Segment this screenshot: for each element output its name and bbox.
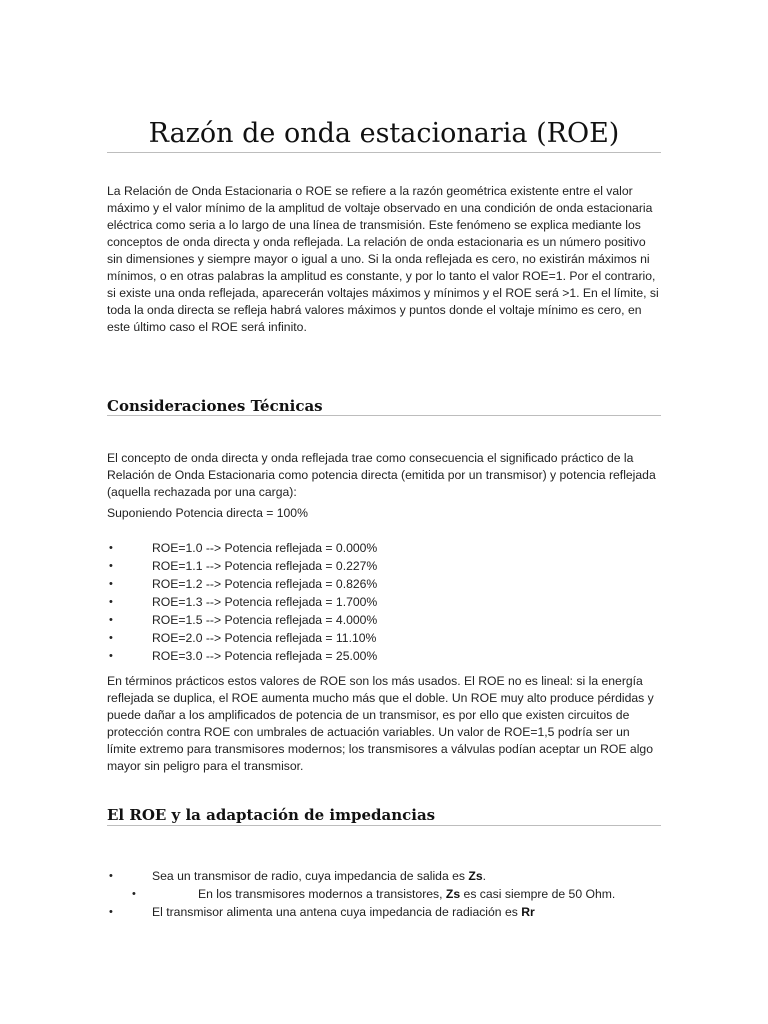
list-item-text — [152, 867, 486, 885]
item-text-part: Sea un transmisor de radio, cuya impedancia de salida es — [152, 869, 469, 883]
bullet-icon: • — [109, 870, 113, 882]
list-item — [107, 867, 661, 885]
technical-paragraph: El concepto de onda directa y onda reflejada trae como consecuencia el significado práctico de la Relación de Onda Estacionaria como potencia directa (emitida por un transmisor) y potencia reflejada (aquella rechazada por una carga): — [107, 451, 656, 499]
list-item — [107, 557, 661, 575]
list-item — [107, 593, 661, 611]
title-divider — [107, 152, 661, 153]
bullet-icon: • — [109, 560, 113, 572]
bullet-icon: • — [109, 650, 113, 662]
item-text-part: es casi siempre de 50 Ohm. — [460, 887, 616, 901]
list-item — [107, 629, 661, 647]
list-item-text: ROE=3.0 --> Potencia reflejada = 25.00% — [152, 649, 378, 663]
list-item-text — [152, 903, 535, 921]
list-item-text: ROE=1.3 --> Potencia reflejada = 1.700% — [152, 595, 378, 609]
list-item-text: ROE=2.0 --> Potencia reflejada = 11.10% — [152, 631, 377, 645]
list-item — [107, 611, 661, 629]
section-heading-technical: Consideraciones Técnicas — [107, 397, 323, 415]
bullet-icon: • — [109, 542, 113, 554]
list-item-text: ROE=1.2 --> Potencia reflejada = 0.826% — [152, 577, 378, 591]
item-text-part: . — [482, 869, 487, 883]
list-item — [107, 647, 661, 665]
impedance-symbol: Rr — [521, 905, 535, 919]
section-divider-impedance — [107, 825, 661, 826]
list-item-text: ROE=1.0 --> Potencia reflejada = 0.000% — [152, 541, 378, 555]
list-item — [107, 903, 661, 921]
bullet-icon: • — [109, 632, 113, 644]
page-title: Razón de onda estacionaria (ROE) — [148, 118, 620, 149]
list-subitem — [107, 885, 661, 903]
list-item-text — [198, 885, 615, 903]
item-text-part: En los transmisores modernos a transistores, — [198, 887, 446, 901]
bullet-icon: • — [109, 578, 113, 590]
bullet-icon: • — [109, 596, 113, 608]
bullet-icon: • — [132, 888, 136, 900]
impedance-symbol: Zs — [468, 869, 483, 883]
item-text-part: El transmisor alimenta una antena cuya impedancia de radiación es — [152, 905, 522, 919]
bullet-icon: • — [109, 906, 113, 918]
list-item-text: ROE=1.1 --> Potencia reflejada = 0.227% — [152, 559, 378, 573]
practical-paragraph: En términos prácticos estos valores de ROE son los más usados. El ROE no es lineal: si la energía reflejada se duplica, el ROE aumenta mucho más que el doble. Un ROE muy alto produce pérdidas y puede dañar a los amplificados de potencia de un transmisor, es por ello que existen circuitos de protección contra ROE con umbrales de actuación variables. Un valor de ROE=1,5 podría ser un límite extremo para transmisores modernos; los transmisores a válvulas podían aceptar un ROE algo mayor sin peligro para el transmisor. — [107, 674, 654, 773]
list-item-text: ROE=1.5 --> Potencia reflejada = 4.000% — [152, 613, 378, 627]
list-item — [107, 539, 661, 557]
assumption-line: Suponiendo Potencia directa = 100% — [107, 506, 308, 520]
roe-power-list — [107, 539, 661, 665]
section-heading-impedance: El ROE y la adaptación de impedancias — [107, 806, 436, 824]
section-divider-technical — [107, 415, 661, 416]
impedance-symbol: Zs — [445, 887, 461, 901]
bullet-icon: • — [109, 614, 113, 626]
list-item — [107, 575, 661, 593]
impedance-list — [107, 867, 661, 921]
intro-paragraph: La Relación de Onda Estacionaria o ROE se refiere a la razón geométrica existente entre el valor máximo y el valor mínimo de la amplitud de voltaje observado en una condición de onda estacionaria eléctrica como seria a lo largo de una línea de transmisión. Este fenómeno se explica mediante los conceptos de onda directa y onda reflejada. La relación de onda estacionaria es un número positivo sin dimensiones y siempre mayor o igual a uno. Si la onda reflejada es cero, no existirán máximos ni mínimos, o en otras palabras la amplitud es constante, y por lo tanto el valor ROE=1. Por el contrario, si existe una onda reflejada, aparecerán voltajes máximos y mínimos y el ROE será >1. En el límite, si toda la onda directa se refleja habrá valores máximos y puntos donde el voltaje mínimo es cero, en este último caso el ROE será infinito. — [107, 184, 659, 334]
